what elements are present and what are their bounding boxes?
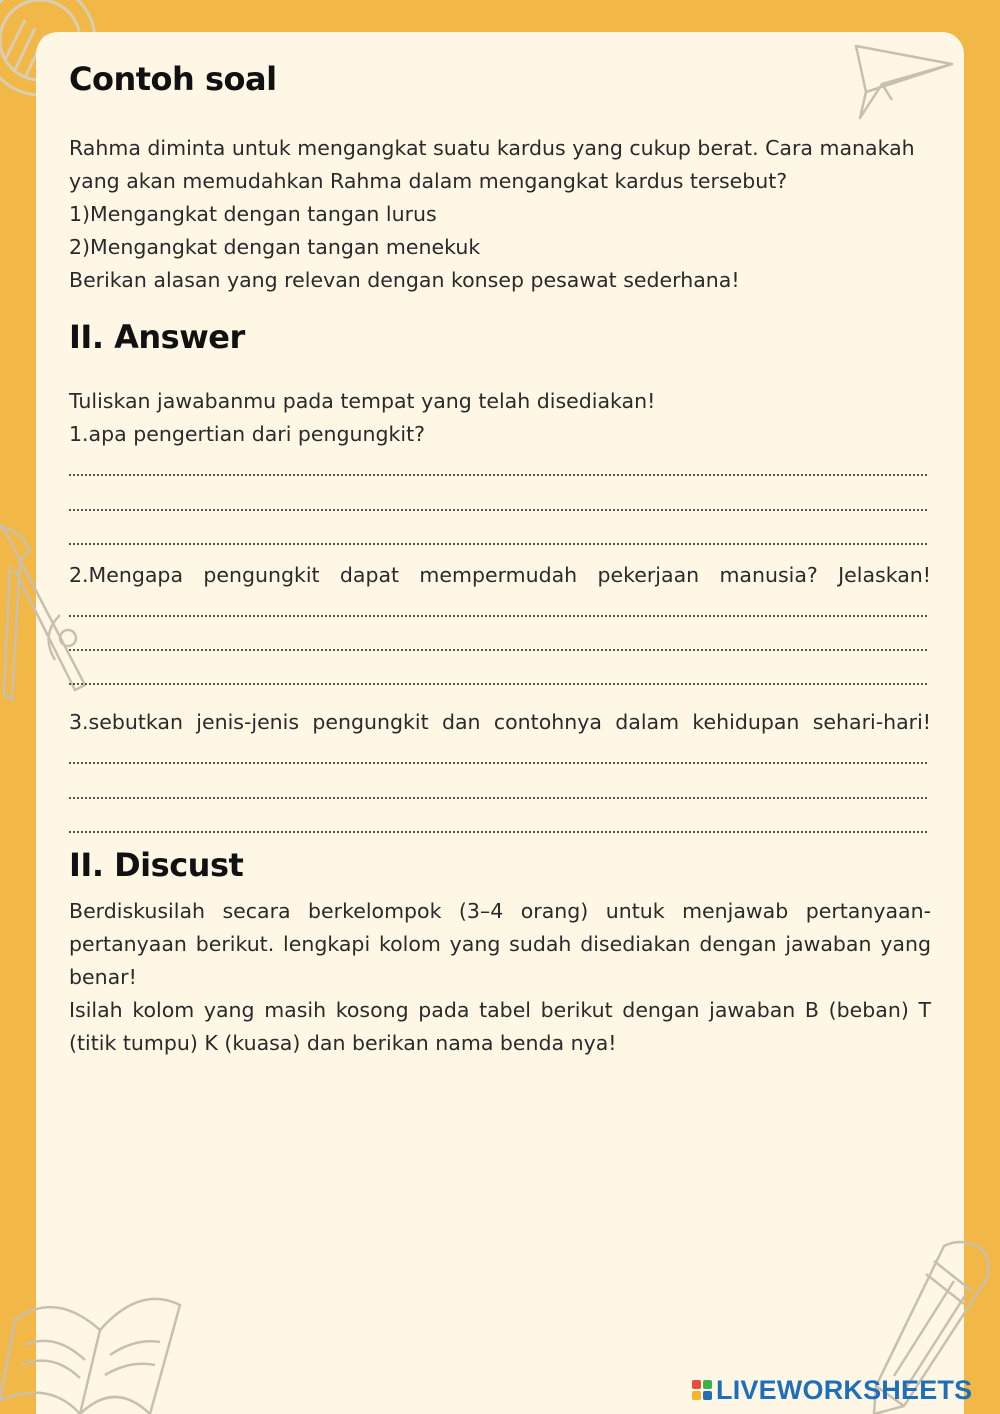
question-3: 3.sebutkan jenis-jenis pengungkit dan contohnya dalam kehidupan sehari-hari! [69, 710, 931, 734]
answer-instruction: Tuliskan jawabanmu pada tempat yang telah disediakan! [69, 389, 656, 413]
example-line: Rahma diminta untuk mengangkat suatu kardus yang cukup berat. Cara manakah [69, 136, 915, 160]
answer-line[interactable] [69, 647, 927, 651]
discuss-line: benar! [69, 965, 137, 989]
discuss-text [69, 895, 931, 1060]
answer-line[interactable] [69, 681, 927, 685]
discuss-line: Isilah kolom yang masih kosong pada tabel berikut dengan jawaban B (beban) T [69, 998, 931, 1022]
example-line: Berikan alasan yang relevan dengan konsep pesawat sederhana! [69, 268, 740, 292]
question-2: 2.Mengapa pengungkit dapat mempermudah pekerjaan manusia? Jelaskan! [69, 563, 931, 587]
paper-plane-icon [852, 40, 956, 122]
liveworksheets-logo [692, 1375, 972, 1405]
open-book-icon [0, 1270, 190, 1414]
answer-line[interactable] [69, 613, 927, 617]
example-line: 1)Mengangkat dengan tangan lurus [69, 202, 437, 226]
discuss-line: Berdiskusilah secara berkelompok (3–4 orang) untuk menjawab pertanyaan- [69, 899, 931, 923]
answer-line[interactable] [69, 507, 927, 511]
example-text [69, 132, 931, 297]
answer-title: II. Answer [69, 318, 245, 356]
liveworksheets-logo-icon [692, 1380, 712, 1400]
answer-line[interactable] [69, 541, 927, 545]
question-1: 1.apa pengertian dari pengungkit? [69, 422, 426, 446]
answer-line[interactable] [69, 472, 927, 476]
answer-line[interactable] [69, 760, 927, 764]
discuss-title: II. Discust [69, 846, 244, 884]
liveworksheets-logo-text: LIVEWORKSHEETS [716, 1374, 973, 1405]
discuss-line: pertanyaan berikut. lengkapi kolom yang sudah disediakan dengan jawaban yang [69, 932, 931, 956]
answer-line[interactable] [69, 829, 927, 833]
example-title: Contoh soal [69, 60, 277, 98]
discuss-line: (titik tumpu) K (kuasa) dan berikan nama benda nya! [69, 1031, 617, 1055]
example-line: 2)Mengangkat dengan tangan menekuk [69, 235, 481, 259]
answer-line[interactable] [69, 795, 927, 799]
example-line: yang akan memudahkan Rahma dalam mengangkat kardus tersebut? [69, 169, 788, 193]
